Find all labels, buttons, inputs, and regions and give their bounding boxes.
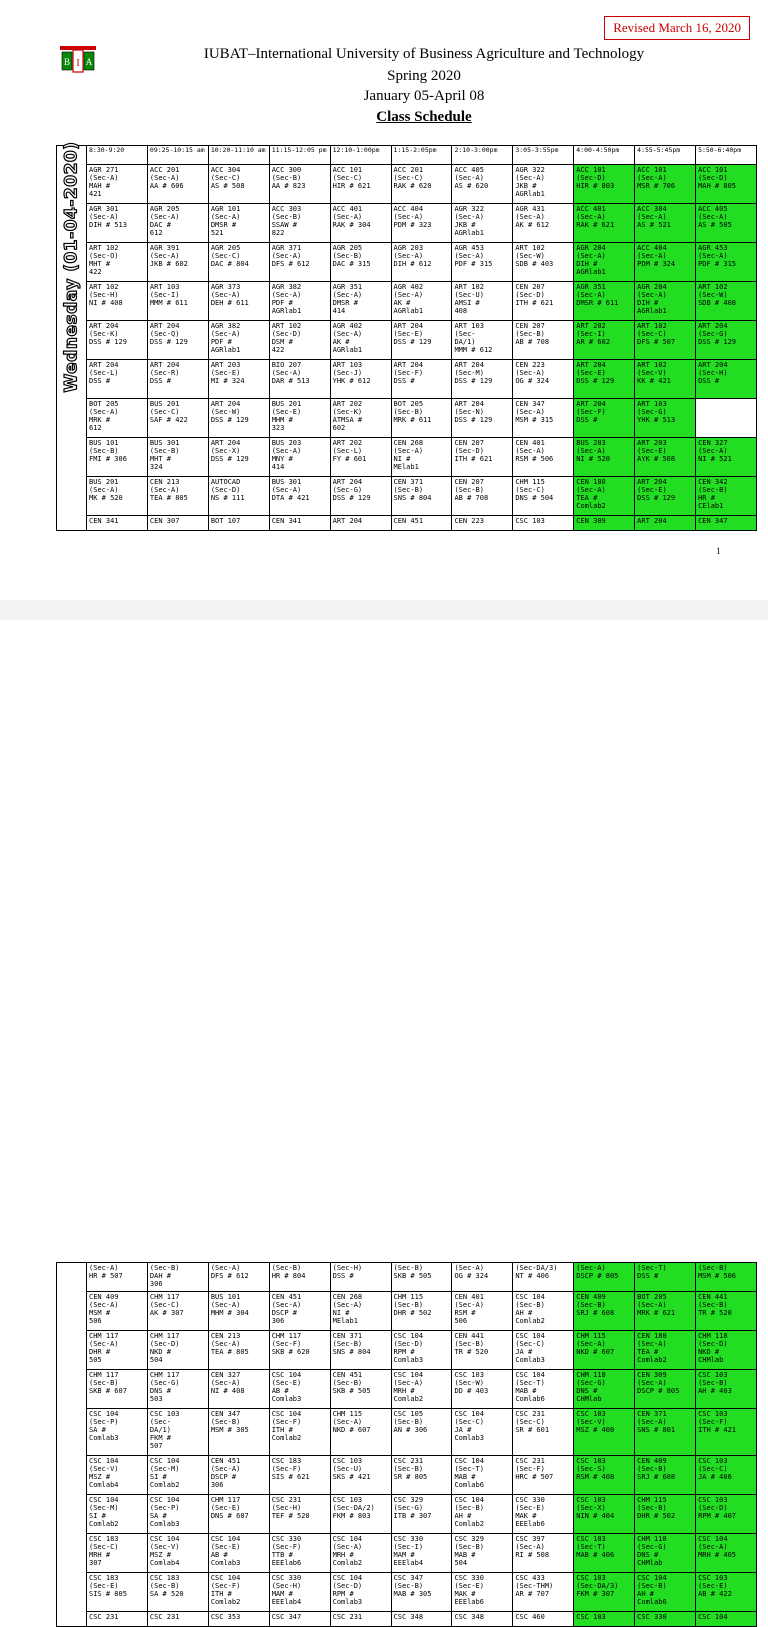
course-cell: (Sec-B) SKB # 505 (391, 1263, 452, 1292)
day-label: Wednesday (01-04-2020) (61, 141, 81, 393)
course-cell: CEN 347 (Sec-A) MSM # 315 (513, 399, 574, 438)
course-cell: (Sec-A) DSCP # 805 (574, 1263, 635, 1292)
course-cell: BUS 101 (Sec-A) MHM # 304 (208, 1292, 269, 1331)
course-cell: BUS 201 (Sec-A) MK # 520 (87, 477, 148, 516)
course-cell: CHM 117 (Sec-G) DNS # 503 (147, 1370, 208, 1409)
schedule-row (57, 360, 757, 399)
course-cell: AGR 371 (Sec-A) DFS # 612 (269, 243, 330, 282)
course-cell: ART 102 (Sec-W) SDB # 408 (696, 282, 757, 321)
course-cell: CEN 327 (Sec-A) NI # 521 (696, 438, 757, 477)
course-cell: CSC 183 (Sec-F) SIS # 621 (269, 1456, 330, 1495)
course-cell: (Sec-B) HR # 804 (269, 1263, 330, 1292)
course-cell: CHM 118 (Sec-D) NKD # CHMlab (696, 1331, 757, 1370)
course-cell: CSC 103 (Sec-DA/3) FKM # 307 (574, 1573, 635, 1612)
course-cell: CEN 223 (452, 516, 513, 531)
course-cell: CEN 409 (Sec-B) SRJ # 608 (574, 1292, 635, 1331)
course-cell: CEN 451 (391, 516, 452, 531)
course-cell: ART 204 (Sec-W) DSS # 129 (208, 399, 269, 438)
course-cell: CSC 104 (Sec-A) MRH # 405 (696, 1534, 757, 1573)
course-cell: CSC 231 (Sec-F) HRC # 507 (513, 1456, 574, 1495)
course-cell: (Sec-T) DSS # (635, 1263, 696, 1292)
course-cell: ACC 404 (Sec-A) PDM # 324 (635, 243, 696, 282)
course-cell: ART 204 (Sec-G) DSS # 129 (330, 477, 391, 516)
revised-badge: Revised March 16, 2020 (604, 16, 750, 40)
course-cell: CEN 268 (Sec-A) NI # MElab1 (330, 1292, 391, 1331)
course-cell: (Sec-H) DSS # (330, 1263, 391, 1292)
course-cell: CEN 371 (Sec-B) SNS # 804 (391, 477, 452, 516)
course-cell: CEN 207 (Sec-D) ITH # 621 (452, 438, 513, 477)
day-column-cell (57, 1263, 87, 1627)
course-cell: BUS 201 (Sec-E) MHM # 323 (269, 399, 330, 438)
course-cell: CSC 104 (Sec-C) JA # Comlab3 (452, 1409, 513, 1456)
course-cell: AGR 373 (Sec-A) DEH # 611 (208, 282, 269, 321)
course-cell: (Sec-A) DFS # 612 (208, 1263, 269, 1292)
course-cell: AGR 351 (Sec-A) DMSR # 414 (330, 282, 391, 321)
course-cell: CSC 104 (Sec-B) AH # Comlab6 (635, 1573, 696, 1612)
course-cell: CSC 397 (Sec-A) RI # 508 (513, 1534, 574, 1573)
time-slot-header: 10:20-11:10 am (208, 146, 269, 165)
course-cell: CSC 103 (Sec-F) ITH # 421 (696, 1409, 757, 1456)
course-cell: CEN 180 (Sec-A) TEA # Comlab2 (635, 1331, 696, 1370)
time-slot-header: 12:10-1:00pm (330, 146, 391, 165)
course-cell: ART 102 (Sec-V) KK # 421 (635, 360, 696, 399)
course-cell: ART 102 (Sec-C) DFS # 507 (635, 321, 696, 360)
course-cell: AUTOCAD (Sec-D) NS # 111 (208, 477, 269, 516)
course-cell: CHM 115 (Sec-B) DHR # 502 (635, 1495, 696, 1534)
course-cell: CSC 183 (Sec-C) MRH # 307 (87, 1534, 148, 1573)
schedule-row (57, 1456, 757, 1495)
svg-text:B: B (63, 57, 71, 67)
course-cell: AGR 203 (Sec-A) DIH # 612 (391, 243, 452, 282)
course-cell: CSC 103 (Sec-C) JA # 406 (696, 1456, 757, 1495)
term-dates: January 05-April 08 (363, 88, 485, 104)
course-cell: ART 102 (Sec-D) DSM # 422 (269, 321, 330, 360)
course-cell: CEN 371 (Sec-A) SNS # 801 (635, 1409, 696, 1456)
course-cell: CHM 115 (Sec-C) DNS # 504 (513, 477, 574, 516)
course-cell: AGR 204 (Sec-A) DIH # AGRlab1 (635, 282, 696, 321)
course-cell: BUS 101 (Sec-B) FMI # 306 (87, 438, 148, 477)
course-cell: CHM 115 (Sec-A) NKD # 607 (574, 1331, 635, 1370)
course-cell: ART 202 (Sec-K) ATMSA # 602 (330, 399, 391, 438)
course-cell: CSC 348 (391, 1612, 452, 1627)
course-cell: ART 204 (Sec-X) DSS # 129 (208, 438, 269, 477)
course-cell: AGR 204 (Sec-A) DIH # AGRlab1 (574, 243, 635, 282)
course-cell: ACC 101 (Sec-A) MSR # 706 (635, 165, 696, 204)
course-cell: CSC 104 (Sec-E) AB # Comlab3 (208, 1534, 269, 1573)
schedule-row (57, 243, 757, 282)
course-cell: CSC 348 (452, 1612, 513, 1627)
course-cell: CSC 104 (Sec-B) AH # Comlab2 (513, 1292, 574, 1331)
course-cell: CEN 451 (Sec-B) SKB # 505 (330, 1370, 391, 1409)
course-cell: CHM 117 (Sec-F) SKB # 620 (269, 1331, 330, 1370)
course-cell: ART 203 (Sec-E) AYK # 508 (635, 438, 696, 477)
course-cell: (Sec-B) MSM # 506 (696, 1263, 757, 1292)
course-cell: CSC 103 (Sec-S) RSM # 408 (574, 1456, 635, 1495)
course-cell: CHM 117 (Sec-C) AK # 307 (147, 1292, 208, 1331)
course-cell: BUS 301 (Sec-B) MHT # 324 (147, 438, 208, 477)
course-cell: CEN 307 (147, 516, 208, 531)
svg-text:I: I (76, 58, 80, 69)
course-cell: ACC 300 (Sec-B) AA # 823 (269, 165, 330, 204)
course-cell: CEN 451 (Sec-A) DSCP # 306 (269, 1292, 330, 1331)
course-cell: CSC 103 (Sec-B) AH # 403 (696, 1370, 757, 1409)
course-cell: ART 204 (Sec-E) DSS # 129 (635, 477, 696, 516)
course-cell: ART 103 (Sec-G) YHK # 513 (635, 399, 696, 438)
course-cell: ART 204 (Sec-G) DSS # 129 (696, 321, 757, 360)
course-cell: ART 204 (330, 516, 391, 531)
course-cell: ART 204 (Sec-R) DSS # (147, 360, 208, 399)
course-cell: CEN 213 (Sec-A) TEA # 805 (208, 1331, 269, 1370)
course-cell: CHM 115 (Sec-B) DHR # 502 (391, 1292, 452, 1331)
course-cell: CSC 103 (513, 516, 574, 531)
page-number: 1 (716, 546, 721, 556)
course-cell: AGR 322 (Sec-A) JKB # AGRlab1 (513, 165, 574, 204)
course-cell: CSC 231 (Sec-C) SR # 601 (513, 1409, 574, 1456)
course-cell: ART 103 (Sec-I) MMM # 611 (147, 282, 208, 321)
course-cell: CSC 104 (Sec-D) RPM # Comlab3 (391, 1331, 452, 1370)
course-cell: BIO 207 (Sec-A) DAR # 513 (269, 360, 330, 399)
course-cell: AGR 271 (Sec-A) MAH # 421 (87, 165, 148, 204)
course-cell: CHM 117 (Sec-D) NKD # 504 (147, 1331, 208, 1370)
course-cell: CSC 330 (Sec-H) MAM # EEElab4 (269, 1573, 330, 1612)
course-cell: CSC 104 (Sec-F) ITH # Comlab2 (208, 1573, 269, 1612)
course-cell: CSC 330 (Sec-E) MAK # EEElab6 (513, 1495, 574, 1534)
course-cell: AGR 205 (Sec-A) DAC # 612 (147, 204, 208, 243)
course-cell: BUS 203 (Sec-A) MNY # 414 (269, 438, 330, 477)
course-cell: CSC 231 (330, 1612, 391, 1627)
schedule-row (57, 477, 757, 516)
course-cell: ART 204 (Sec-E) DSS # 129 (574, 360, 635, 399)
course-cell: ACC 101 (Sec-C) HIR # 621 (330, 165, 391, 204)
course-cell: ART 102 (Sec-O) MHT # 422 (87, 243, 148, 282)
course-cell: CSC 231 (Sec-B) SR # 805 (391, 1456, 452, 1495)
course-cell: CSC 103 (Sec-W) DD # 403 (452, 1370, 513, 1409)
time-slot-header: 2:10-3:00pm (452, 146, 513, 165)
course-cell: BUS 301 (Sec-A) DTA # 421 (269, 477, 330, 516)
course-cell: ART 102 (Sec-H) NI # 408 (87, 282, 148, 321)
course-cell: CSC 104 (696, 1612, 757, 1627)
course-cell: (Sec-A) HR # 507 (87, 1263, 148, 1292)
course-cell: ART 204 (Sec-Q) DSS # 129 (147, 321, 208, 360)
course-cell: BOT 205 (Sec-A) MRK # 612 (87, 399, 148, 438)
time-slot-header: 4:55-5:45pm (635, 146, 696, 165)
schedule-row (57, 282, 757, 321)
course-cell: CEN 309 (574, 516, 635, 531)
course-cell: CSC 103 (Sec-DA/2) FKM # 803 (330, 1495, 391, 1534)
course-cell: CSC 104 (Sec-P) SA # Comlab3 (147, 1495, 208, 1534)
course-cell: CEN 347 (696, 516, 757, 531)
course-cell: AGR 205 (Sec-B) DAC # 315 (330, 243, 391, 282)
course-cell: AGR 453 (Sec-A) PDF # 315 (452, 243, 513, 282)
course-cell: ACC 405 (Sec-A) AS # 505 (696, 204, 757, 243)
schedule-row (57, 399, 757, 438)
course-cell: CHM 115 (Sec-A) NKD # 607 (330, 1409, 391, 1456)
course-cell: BOT 107 (208, 516, 269, 531)
course-cell: CEN 409 (Sec-B) SRJ # 608 (635, 1456, 696, 1495)
schedule-row (57, 1292, 757, 1331)
schedule-row (57, 1263, 757, 1292)
course-cell: AGR 101 (Sec-A) DMSR # 521 (208, 204, 269, 243)
schedule-row (57, 1370, 757, 1409)
course-cell: CEN 207 (Sec-B) AB # 708 (513, 321, 574, 360)
course-cell: ART 202 (Sec-L) FY # 601 (330, 438, 391, 477)
course-cell: ART 204 (Sec-M) DSS # 129 (452, 360, 513, 399)
course-cell: CSC 183 (Sec-E) SIS # 805 (87, 1573, 148, 1612)
course-cell: CSC 104 (Sec-M) SI # Comlab2 (87, 1495, 148, 1534)
course-cell: CHM 117 (Sec-A) DHR # 505 (87, 1331, 148, 1370)
course-cell: CEN 401 (Sec-A) RSM # 506 (513, 438, 574, 477)
course-cell: ACC 101 (Sec-D) HIR # 803 (574, 165, 635, 204)
svg-text:A: A (85, 57, 93, 67)
course-cell: CEN 441 (Sec-B) TR # 520 (452, 1331, 513, 1370)
course-cell: ART 204 (Sec-N) DSS # 129 (452, 399, 513, 438)
course-cell: CEN 401 (Sec-A) RSM # 506 (452, 1292, 513, 1331)
course-cell: CSC 104 (Sec-C) JA # Comlab3 (513, 1331, 574, 1370)
schedule-row (57, 1573, 757, 1612)
course-cell: ART 102 (Sec-W) SDB # 403 (513, 243, 574, 282)
course-cell: ART 204 (Sec-F) DSS # (574, 399, 635, 438)
course-cell: CSC 104 (Sec-B) AH # Comlab2 (452, 1495, 513, 1534)
course-cell: CEN 409 (Sec-A) MSM # 506 (87, 1292, 148, 1331)
time-slot-header: 1:15-2:05pm (391, 146, 452, 165)
course-cell: CEN 451 (Sec-A) DSCP # 306 (208, 1456, 269, 1495)
course-cell: ACC 405 (Sec-A) AS # 620 (452, 165, 513, 204)
course-cell: AGR 382 (Sec-A) PDF # AGRlab1 (269, 282, 330, 321)
course-cell: CSC 104 (Sec-E) AB # Comlab3 (269, 1370, 330, 1409)
course-cell: ACC 401 (Sec-A) RAK # 304 (330, 204, 391, 243)
course-cell: CSC 231 (87, 1612, 148, 1627)
course-cell: CSC 183 (Sec-B) SA # 520 (147, 1573, 208, 1612)
course-cell: CEN 213 (Sec-A) TEA # 805 (147, 477, 208, 516)
course-cell: CSC 104 (Sec-F) ITH # Comlab2 (269, 1409, 330, 1456)
schedule-page-2 (0, 620, 768, 1621)
course-cell: CEN 371 (Sec-B) SNS # 804 (330, 1331, 391, 1370)
course-cell: AGR 322 (Sec-A) JKB # AGRlab1 (452, 204, 513, 243)
course-cell: CSC 104 (Sec-V) MSZ # Comlab4 (87, 1456, 148, 1495)
course-cell: (Sec-DA/3) NT # 406 (513, 1263, 574, 1292)
course-cell: CSC 353 (208, 1612, 269, 1627)
schedule-row (57, 516, 757, 531)
course-cell: ART 204 (Sec-E) DSS # 129 (391, 321, 452, 360)
course-cell: CHM 118 (Sec-G) DNS # CHMlab (635, 1534, 696, 1573)
course-cell: CSC 103 (574, 1612, 635, 1627)
course-cell: CHM 118 (Sec-G) DNS # CHMlab (574, 1370, 635, 1409)
course-cell: CSC 103 (Sec-U) SKS # 421 (330, 1456, 391, 1495)
course-cell: ART 203 (Sec-E) MI # 324 (208, 360, 269, 399)
course-cell: ACC 201 (Sec-A) AA # 606 (147, 165, 208, 204)
course-cell: CHM 117 (Sec-E) DNS # 607 (208, 1495, 269, 1534)
course-cell: ART 102 (Sec-U) AMSI # 408 (452, 282, 513, 321)
course-cell: ACC 101 (Sec-D) MAH # 805 (696, 165, 757, 204)
course-cell: CEN 223 (Sec-A) OG # 324 (513, 360, 574, 399)
course-cell: CSC 103 (Sec-V) MSZ # 408 (574, 1409, 635, 1456)
course-cell: BUS 201 (Sec-C) SAF # 422 (147, 399, 208, 438)
schedule-row (57, 1495, 757, 1534)
course-cell: AGR 431 (Sec-A) AK # 612 (513, 204, 574, 243)
time-slot-header: 8:30-9:20 (87, 146, 148, 165)
course-cell: ART 204 (Sec-K) DSS # 129 (87, 321, 148, 360)
course-cell: CEN 327 (Sec-A) NI # 408 (208, 1370, 269, 1409)
course-cell: ART 204 (Sec-L) DSS # (87, 360, 148, 399)
course-cell: CSC 330 (635, 1612, 696, 1627)
course-cell: (Sec-B) DAH # 306 (147, 1263, 208, 1292)
time-slot-header: 4:00-4:50pm (574, 146, 635, 165)
course-cell: BUS 203 (Sec-A) NI # 520 (574, 438, 635, 477)
course-cell: CEN 268 (Sec-A) NI # MElab1 (391, 438, 452, 477)
course-cell: CSC 329 (Sec-G) ITB # 307 (391, 1495, 452, 1534)
schedule-row (57, 1612, 757, 1627)
time-slot-header: 3:05-3:55pm (513, 146, 574, 165)
course-cell: ACC 304 (Sec-C) AS # 508 (208, 165, 269, 204)
course-cell: CHM 117 (Sec-B) SKB # 607 (87, 1370, 148, 1409)
course-cell: CEN 341 (269, 516, 330, 531)
schedule-row (57, 438, 757, 477)
term: Spring 2020 (387, 68, 461, 84)
course-cell: CEN 207 (Sec-D) ITH # 621 (513, 282, 574, 321)
course-cell: CSC 330 (Sec-F) TTB # EEElab6 (269, 1534, 330, 1573)
course-cell: ART 202 (Sec-I) AR # 602 (574, 321, 635, 360)
schedule-title: Class Schedule (376, 109, 472, 125)
course-cell: AGR 382 (Sec-A) PDF # AGRlab1 (208, 321, 269, 360)
course-cell: ART 204 (Sec-F) DSS # (391, 360, 452, 399)
course-cell: CSC 104 (Sec-P) SA # Comlab3 (87, 1409, 148, 1456)
schedule-row (57, 1409, 757, 1456)
course-cell: CSC 329 (Sec-B) MAB # 504 (452, 1534, 513, 1573)
course-cell: BOT 205 (Sec-B) MRK # 611 (391, 399, 452, 438)
course-cell: AGR 205 (Sec-C) DAC # 804 (208, 243, 269, 282)
course-cell: CEN 341 (87, 516, 148, 531)
course-cell: CSC 330 (Sec-I) MAM # EEElab4 (391, 1534, 452, 1573)
course-cell: CSC 103 (Sec- DA/1) FKM # 507 (147, 1409, 208, 1456)
course-cell: CEN 342 (Sec-B) HR # CElab1 (696, 477, 757, 516)
course-cell: ACC 304 (Sec-A) AS # 521 (635, 204, 696, 243)
course-cell: CSC 104 (Sec-T) MAB # Comlab6 (513, 1370, 574, 1409)
course-cell: CSC 104 (Sec-A) MRH # Comlab2 (330, 1534, 391, 1573)
course-cell: CSC 347 (Sec-B) MAB # 305 (391, 1573, 452, 1612)
course-cell: AGR 402 (Sec-A) AK # AGRlab1 (330, 321, 391, 360)
course-cell: CSC 103 (Sec-E) AB # 422 (696, 1573, 757, 1612)
course-cell: CSC 460 (513, 1612, 574, 1627)
course-cell: CSC 103 (Sec-T) MAB # 406 (574, 1534, 635, 1573)
course-cell: AGR 391 (Sec-A) JKB # 602 (147, 243, 208, 282)
course-cell: CEN 347 (Sec-B) MSM # 305 (208, 1409, 269, 1456)
course-cell: CEN 309 (Sec-A) DSCP # 805 (635, 1370, 696, 1409)
page-gap (0, 600, 768, 620)
course-cell: BOT 205 (Sec-A) MRK # 621 (635, 1292, 696, 1331)
course-cell: ART 103 (Sec-J) YHK # 612 (330, 360, 391, 399)
course-cell: CSC 103 (Sec-D) RPM # 407 (696, 1495, 757, 1534)
course-cell: AGR 301 (Sec-A) DIH # 513 (87, 204, 148, 243)
schedule-row (57, 321, 757, 360)
time-header-row (57, 146, 757, 165)
course-cell: AGR 351 (Sec-A) DMSR # 611 (574, 282, 635, 321)
time-slot-header: 11:15-12:05 pm (269, 146, 330, 165)
schedule-row (57, 1331, 757, 1370)
course-cell: CSC 231 (147, 1612, 208, 1627)
schedule-row (57, 1534, 757, 1573)
schedule-table-page-1 (56, 141, 757, 531)
course-cell: CSC 103 (Sec-X) NIN # 404 (574, 1495, 635, 1534)
schedule-page-1 (0, 0, 768, 600)
course-cell: CSC 104 (Sec-V) MSZ # Comlab4 (147, 1534, 208, 1573)
course-cell: (Sec-A) OG # 324 (452, 1263, 513, 1292)
course-cell: AGR 402 (Sec-A) AK # AGRlab1 (391, 282, 452, 321)
course-cell: ACC 401 (Sec-A) RAK # 621 (574, 204, 635, 243)
course-cell: CSC 231 (Sec-H) TEF # 520 (269, 1495, 330, 1534)
institution-name: IUBAT–International University of Business Agriculture and Technology (203, 46, 645, 62)
course-cell: ART 204 (Sec-H) DSS # (696, 360, 757, 399)
course-cell: CSC 330 (Sec-E) MAK # EEElab6 (452, 1573, 513, 1612)
course-cell: CSC 104 (Sec-A) MRH # Comlab2 (391, 1370, 452, 1409)
schedule-row (57, 204, 757, 243)
course-cell: ACC 303 (Sec-B) SSAW # 822 (269, 204, 330, 243)
course-cell: ART 103 (Sec- DA/1) MMM # 612 (452, 321, 513, 360)
course-cell: CSC 347 (269, 1612, 330, 1627)
schedule-row (57, 165, 757, 204)
course-cell: ART 204 (635, 516, 696, 531)
course-cell: ACC 201 (Sec-C) RAK # 620 (391, 165, 452, 204)
course-cell: CEN 180 (Sec-A) TEA # Comlab2 (574, 477, 635, 516)
time-slot-header: 5:50-6:40pm (696, 146, 757, 165)
schedule-table-page-2 (56, 1262, 757, 1627)
course-cell: CSC 104 (Sec-T) MAB # Comlab6 (452, 1456, 513, 1495)
time-slot-header: 09:25-10:15 am (147, 146, 208, 165)
course-cell: CSC 104 (Sec-D) RPM # Comlab3 (330, 1573, 391, 1612)
course-cell: CSC 105 (Sec-B) AN # 306 (391, 1409, 452, 1456)
course-cell: ACC 404 (Sec-A) PDM # 323 (391, 204, 452, 243)
course-cell: CSC 433 (Sec-THM) AR # 707 (513, 1573, 574, 1612)
course-cell (696, 399, 757, 438)
course-cell: AGR 453 (Sec-A) PDF # 315 (696, 243, 757, 282)
course-cell: CEN 207 (Sec-B) AB # 708 (452, 477, 513, 516)
course-cell: CSC 104 (Sec-M) SI # Comlab2 (147, 1456, 208, 1495)
course-cell: CEN 441 (Sec-B) TR # 520 (696, 1292, 757, 1331)
